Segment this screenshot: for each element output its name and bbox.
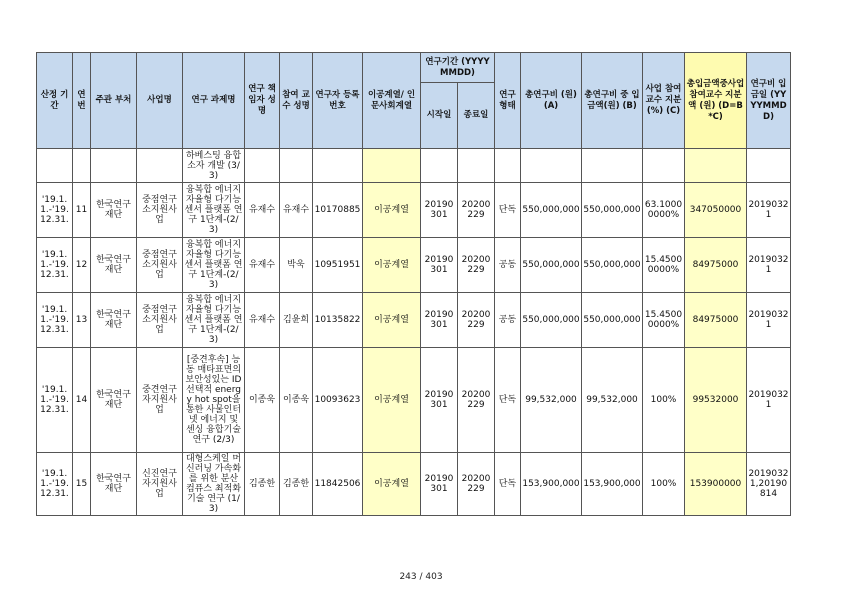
cell-received <box>582 149 643 183</box>
header-total: 총연구비 (원) (A) <box>521 53 582 149</box>
cell-type <box>495 149 521 183</box>
cell-program <box>137 149 183 183</box>
cell-program: 신진연구자지원사업 <box>137 453 183 516</box>
cell-amount: 99532000 <box>685 348 747 453</box>
cell-participant: 김윤희 <box>280 293 313 348</box>
header-research-period: 연구기간 (YYYYMMDD) <box>421 53 495 83</box>
cell-received: 550,000,000 <box>582 183 643 238</box>
table-row <box>37 149 791 183</box>
cell-leader: 유재수 <box>245 238 280 293</box>
header-share: 사업 참여 교수 지분(%) (C) <box>643 53 685 149</box>
cell-deposit-date <box>747 149 791 183</box>
cell-no: 11 <box>73 183 91 238</box>
cell-leader <box>245 149 280 183</box>
header-start: 시작일 <box>421 83 458 149</box>
cell-end: 20200229 <box>458 238 495 293</box>
cell-reg-no <box>313 149 363 183</box>
cell-field: 이공계열 <box>363 183 421 238</box>
cell-dept: 한국연구재단 <box>91 348 137 453</box>
cell-reg-no: 10135822 <box>313 293 363 348</box>
cell-received: 550,000,000 <box>582 238 643 293</box>
cell-reg-no: 10170885 <box>313 183 363 238</box>
header-leader: 연구 책임자 성명 <box>245 53 280 149</box>
cell-participant: 유재수 <box>280 183 313 238</box>
cell-share: 100% <box>643 348 685 453</box>
cell-deposit-date: 20190321 <box>747 183 791 238</box>
cell-no: 15 <box>73 453 91 516</box>
cell-start: 20190301 <box>421 453 458 516</box>
cell-program: 중점연구소지원사업 <box>137 183 183 238</box>
cell-amount: 153900000 <box>685 453 747 516</box>
cell-period: '19.1.1.-'19.12.31. <box>37 453 73 516</box>
cell-title: 융복합 에너지 자율형 다기능 센서 플랫폼 연구 1단계-(2/3) <box>183 293 245 348</box>
cell-program: 중점연구소지원사업 <box>137 238 183 293</box>
cell-end: 20200229 <box>458 183 495 238</box>
header-period: 산정 기간 <box>37 53 73 149</box>
cell-deposit-date: 20190321,20190814 <box>747 453 791 516</box>
cell-program: 중견연구자지원사업 <box>137 348 183 453</box>
cell-total: 153,900,000 <box>521 453 582 516</box>
cell-program: 중점연구소지원사업 <box>137 293 183 348</box>
page-number: 243 / 403 <box>399 572 443 582</box>
cell-share: 63.1000 0000% <box>643 183 685 238</box>
cell-amount: 84975000 <box>685 238 747 293</box>
cell-type: 공동 <box>495 238 521 293</box>
table-row <box>37 183 791 238</box>
cell-reg-no: 11842506 <box>313 453 363 516</box>
table-row <box>37 238 791 293</box>
cell-type: 단독 <box>495 348 521 453</box>
cell-reg-no: 10093623 <box>313 348 363 453</box>
cell-leader: 김종한 <box>245 453 280 516</box>
cell-period: '19.1.1.-'19.12.31. <box>37 238 73 293</box>
cell-deposit-date: 20190321 <box>747 293 791 348</box>
cell-amount: 347050000 <box>685 183 747 238</box>
cell-type: 단독 <box>495 453 521 516</box>
cell-dept <box>91 149 137 183</box>
header-dept: 주관 부처 <box>91 53 137 149</box>
header-program: 사업명 <box>137 53 183 149</box>
header-reg-no: 연구자 등록번호 <box>313 53 363 149</box>
header-title: 연구 과제명 <box>183 53 245 149</box>
cell-no: 12 <box>73 238 91 293</box>
header-field: 이공계열/ 인문사회계열 <box>363 53 421 149</box>
cell-deposit-date: 20190321 <box>747 348 791 453</box>
cell-end <box>458 149 495 183</box>
cell-title: 융복합 에너지 자율형 다기능 센서 플랫폼 연구 1단계-(2/3) <box>183 238 245 293</box>
cell-share <box>643 149 685 183</box>
cell-title: 융복합 에너지 자율형 다기능 센서 플랫폼 연구 1단계-(2/3) <box>183 183 245 238</box>
cell-field <box>363 149 421 183</box>
header-participant: 참여 교수 성명 <box>280 53 313 149</box>
cell-share: 15.4500 0000% <box>643 238 685 293</box>
cell-received: 99,532,000 <box>582 348 643 453</box>
cell-total: 550,000,000 <box>521 183 582 238</box>
cell-type: 공동 <box>495 293 521 348</box>
cell-received: 550,000,000 <box>582 293 643 348</box>
header-deposit-date: 연구비 입금일 (YYYYMMDD) <box>747 53 791 149</box>
cell-field: 이공계열 <box>363 453 421 516</box>
cell-share: 15.4500 0000% <box>643 293 685 348</box>
cell-period: '19.1.1.-'19.12.31. <box>37 293 73 348</box>
cell-participant <box>280 149 313 183</box>
cell-dept: 한국연구재단 <box>91 183 137 238</box>
cell-participant: 이종욱 <box>280 348 313 453</box>
cell-type: 단독 <box>495 183 521 238</box>
cell-start: 20190301 <box>421 348 458 453</box>
cell-period <box>37 149 73 183</box>
cell-no: 14 <box>73 348 91 453</box>
cell-start: 20190301 <box>421 293 458 348</box>
cell-dept: 한국연구재단 <box>91 238 137 293</box>
cell-start: 20190301 <box>421 183 458 238</box>
cell-leader: 유재수 <box>245 293 280 348</box>
cell-no <box>73 149 91 183</box>
header-end: 종료일 <box>458 83 495 149</box>
table-row <box>37 453 791 516</box>
cell-amount <box>685 149 747 183</box>
cell-field: 이공계열 <box>363 238 421 293</box>
cell-deposit-date: 20190321 <box>747 238 791 293</box>
cell-end: 20200229 <box>458 348 495 453</box>
cell-participant: 박욱 <box>280 238 313 293</box>
cell-dept: 한국연구재단 <box>91 453 137 516</box>
cell-total <box>521 149 582 183</box>
cell-start: 20190301 <box>421 238 458 293</box>
cell-period: '19.1.1.-'19.12.31. <box>37 348 73 453</box>
cell-reg-no: 10951951 <box>313 238 363 293</box>
cell-total: 550,000,000 <box>521 238 582 293</box>
cell-total: 99,532,000 <box>521 348 582 453</box>
cell-leader: 이종욱 <box>245 348 280 453</box>
cell-leader: 유재수 <box>245 183 280 238</box>
cell-share: 100% <box>643 453 685 516</box>
cell-dept: 한국연구재단 <box>91 293 137 348</box>
cell-no: 13 <box>73 293 91 348</box>
table-row <box>37 348 791 453</box>
cell-field: 이공계열 <box>363 348 421 453</box>
cell-participant: 김종한 <box>280 453 313 516</box>
header-received: 총연구비 중 입금액(원) (B) <box>582 53 643 149</box>
header-no: 연번 <box>73 53 91 149</box>
cell-period: '19.1.1.-'19.12.31. <box>37 183 73 238</box>
cell-end: 20200229 <box>458 453 495 516</box>
cell-field: 이공계열 <box>363 293 421 348</box>
cell-end: 20200229 <box>458 293 495 348</box>
table-row <box>37 293 791 348</box>
cell-title: [중견후속] 능동 매타표면의 보안성있는 ID 선택적 energy hot spot을 통한 사물인터넷 에너지 및 센싱 융합기술 연구 (2/3) <box>183 348 245 453</box>
header-amount: 총입금액중사업참여교수 지분액 (원) (D=B*C) <box>685 53 747 149</box>
cell-total: 550,000,000 <box>521 293 582 348</box>
research-fund-table <box>36 52 791 516</box>
cell-title: 하베스팅 융합소자 개발 (3/3) <box>183 149 245 183</box>
cell-amount: 84975000 <box>685 293 747 348</box>
cell-received: 153,900,000 <box>582 453 643 516</box>
cell-start <box>421 149 458 183</box>
cell-title: 대형스케일 머신러닝 가속화를 위한 분산 컴퓨스 최적화 기술 연구 (1/3) <box>183 453 245 516</box>
header-type: 연구 형태 <box>495 53 521 149</box>
